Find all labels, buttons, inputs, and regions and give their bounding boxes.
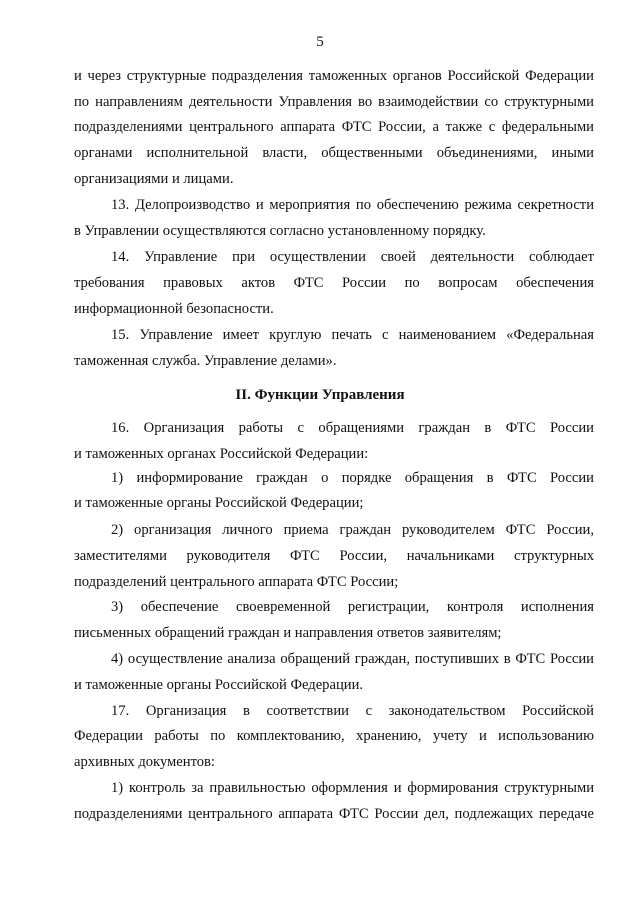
text-line: 16. Организация работы с обращениями граждан в ФТС России: [111, 420, 594, 436]
text-line: по направлениям деятельности Управления во взаимодействии со структурными: [74, 94, 594, 110]
text-line: и таможенные органы Российской Федерации.: [74, 677, 364, 693]
text-line: организациями и лицами.: [74, 171, 234, 187]
text-line: и таможенных органах Российской Федерации:: [74, 446, 369, 462]
text-line: 2) организация личного приема граждан руководителем ФТС России,: [111, 522, 594, 538]
text-line: и таможенные органы Российской Федерации;: [74, 495, 364, 511]
text-line: подразделениями центрального аппарата ФТС России дел, подлежащих передаче: [74, 806, 594, 822]
text-line: в Управлении осуществляются согласно установленному порядку.: [74, 223, 486, 239]
text-line: 3) обеспечение своевременной регистрации, контроля исполнения: [111, 599, 594, 615]
text-line: 4) осуществление анализа обращений граждан, поступивших в ФТС России: [111, 651, 594, 667]
text-line: подразделений центрального аппарата ФТС России;: [74, 574, 399, 590]
page-number: 5: [316, 34, 324, 50]
text-line: 17. Организация в соответствии с законодательством Российской: [111, 703, 594, 719]
text-line: 1) контроль за правильностью оформления и формирования структурными: [111, 780, 594, 796]
text-line: подразделениями центрального аппарата ФТС России, а также с федеральными: [74, 119, 594, 135]
text-line: органами исполнительной власти, общественными объединениями, иными: [74, 145, 594, 161]
text-line: 15. Управление имеет круглую печать с наименованием «Федеральная: [111, 327, 594, 343]
text-line: заместителями руководителя ФТС России, начальниками структурных: [74, 548, 594, 564]
text-line: 14. Управление при осуществлении своей деятельности соблюдает: [111, 249, 594, 265]
text-line: информационной безопасности.: [74, 301, 274, 317]
text-line: 1) информирование граждан о порядке обращения в ФТС России: [111, 470, 594, 486]
section-heading: II. Функции Управления: [235, 387, 405, 403]
text-line: письменных обращений граждан и направления ответов заявителям;: [74, 625, 502, 641]
text-line: и через структурные подразделения таможенных органов Российской Федерации: [74, 68, 594, 84]
text-line: архивных документов:: [74, 754, 215, 770]
text-line: Федерации работы по комплектованию, хранению, учету и использованию: [74, 728, 594, 744]
text-line: таможенная служба. Управление делами».: [74, 353, 337, 369]
text-line: требования правовых актов ФТС России по вопросам обеспечения: [74, 275, 594, 291]
text-line: 13. Делопроизводство и мероприятия по обеспечению режима секретности: [111, 197, 594, 213]
